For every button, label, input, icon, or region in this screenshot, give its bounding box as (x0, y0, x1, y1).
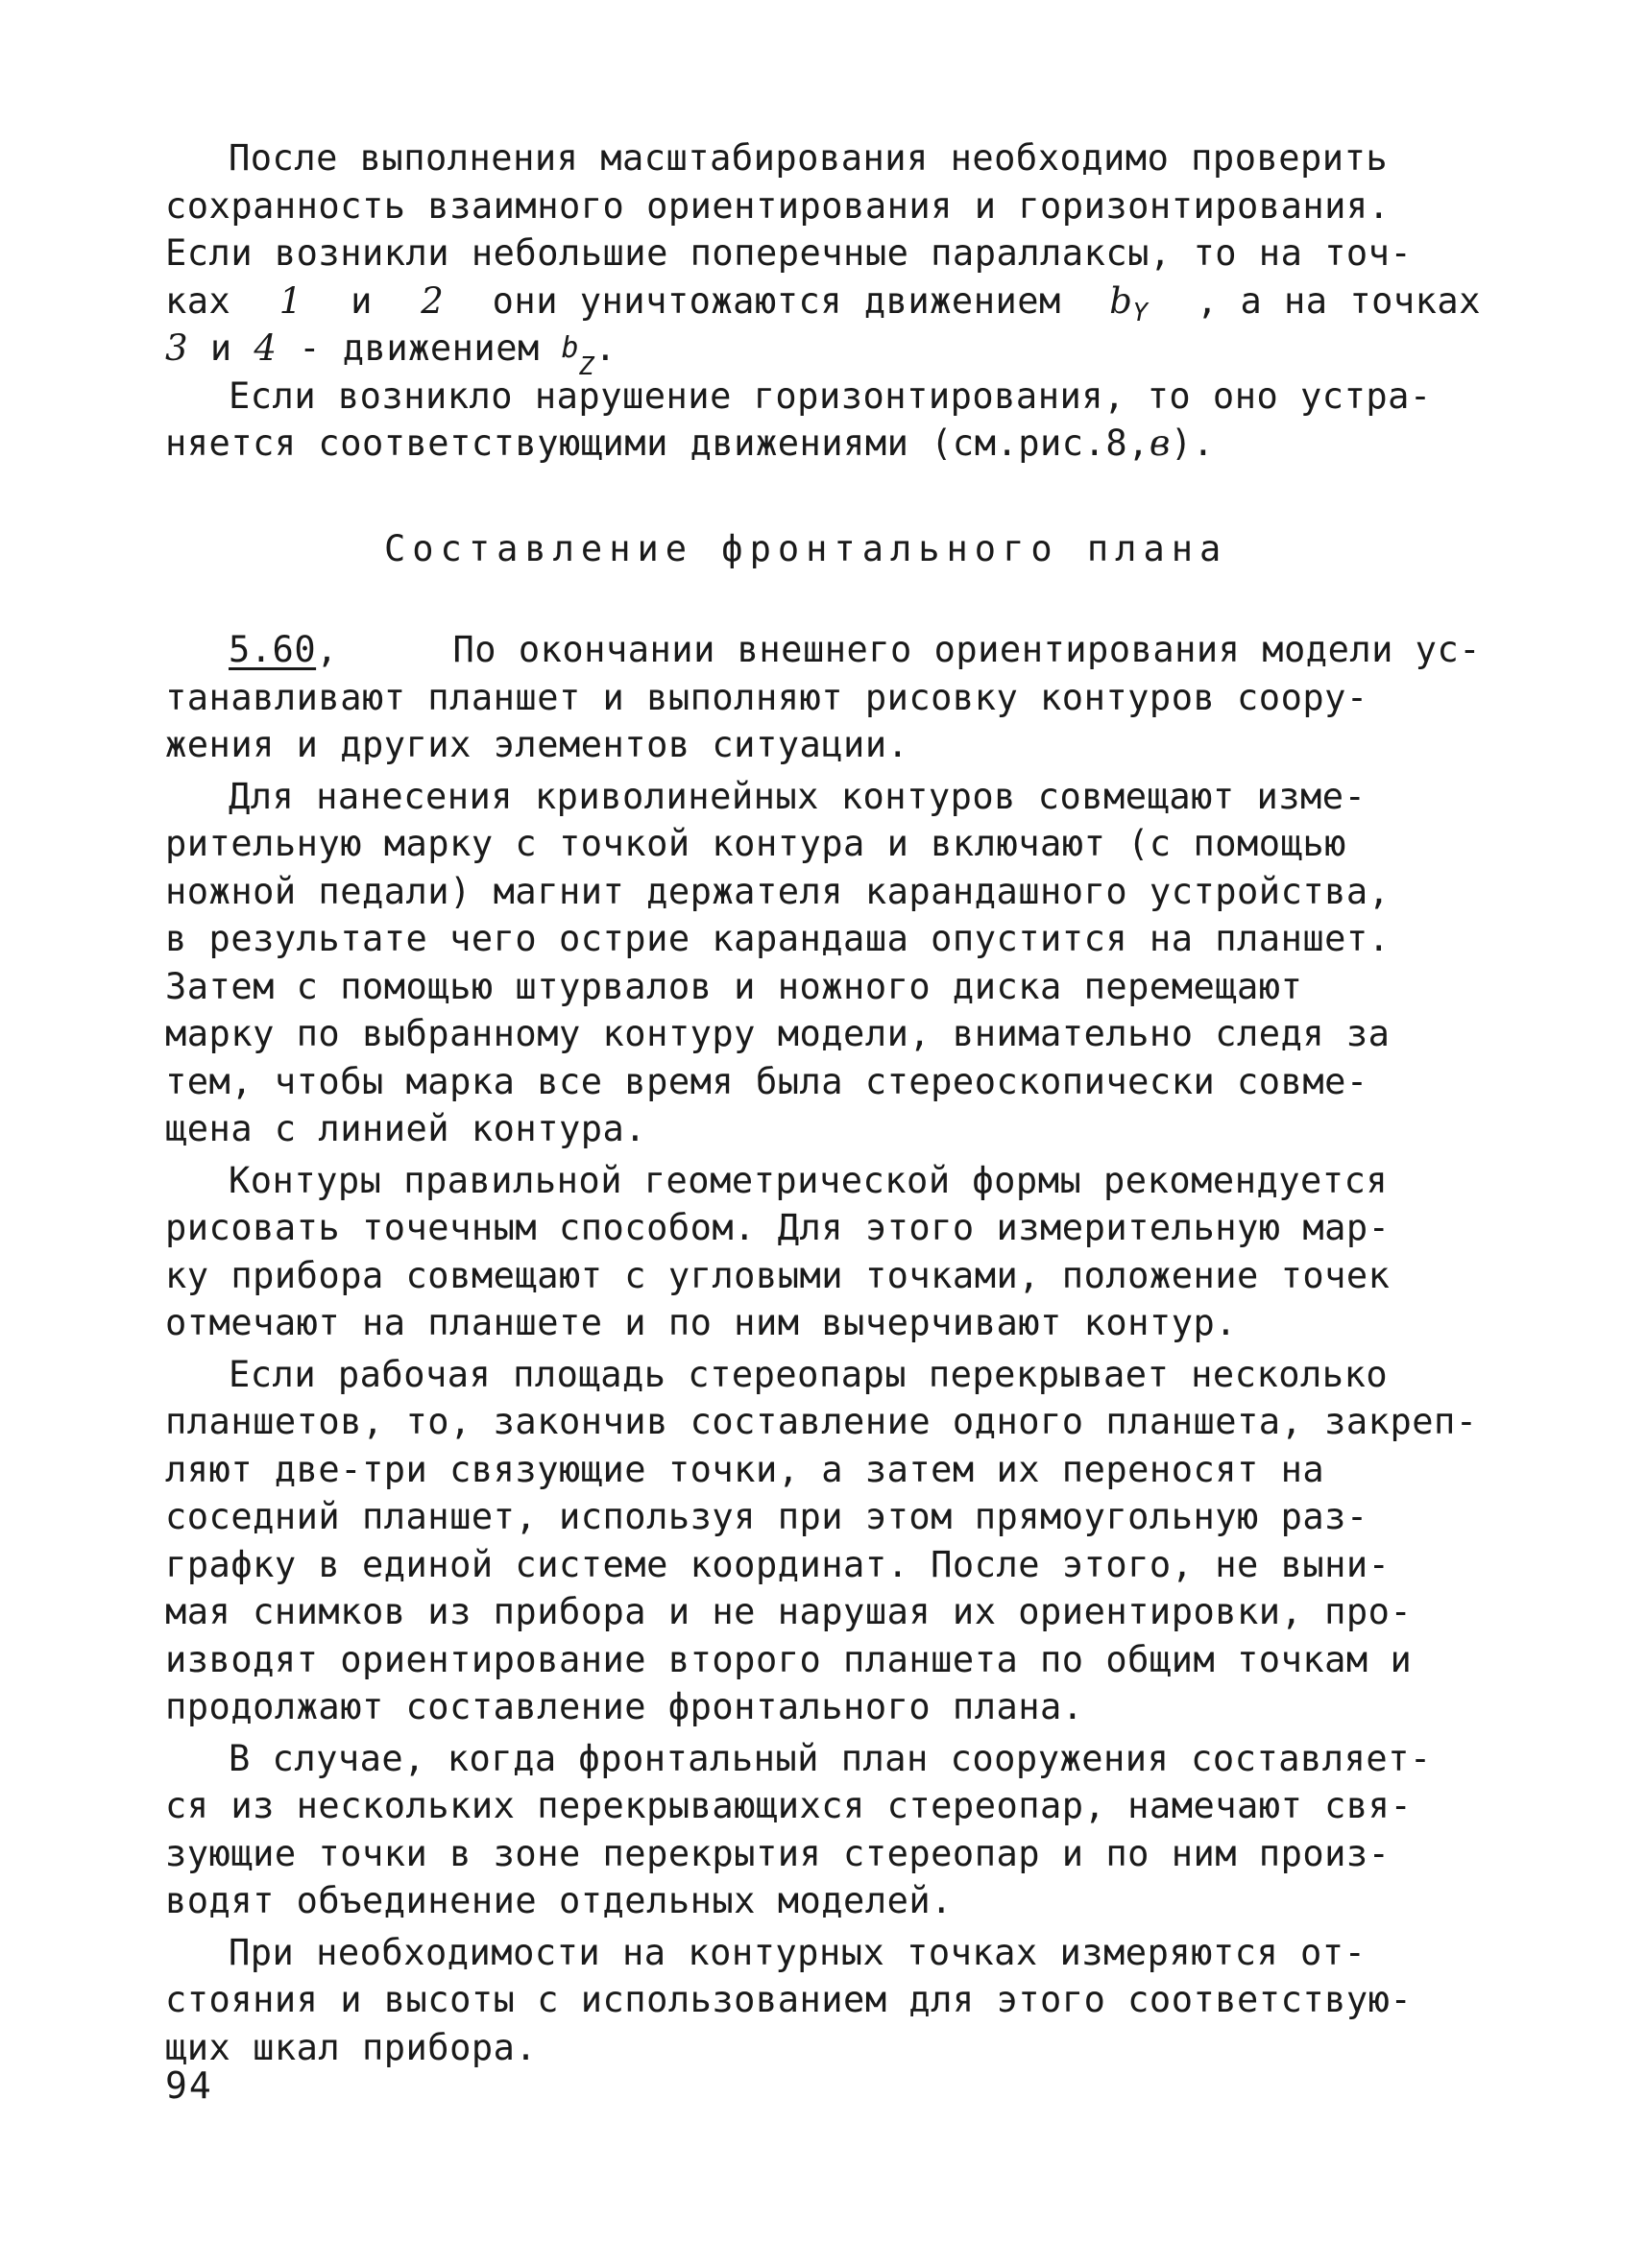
text-line: танавливают планшет и выполняют рисовку контуров соору- (165, 676, 1368, 718)
text-line: водят объединение отдельных моделей. (165, 1880, 953, 1921)
point-number: 4 (254, 327, 278, 369)
text-fragment: они уничтожаются движением (492, 279, 1061, 322)
text-fragment: - движением (299, 327, 540, 369)
text-line: щих шкал прибора. (165, 2026, 538, 2068)
text-fragment: и (209, 327, 232, 369)
text-line: жения и других элементов ситуации. (165, 724, 909, 765)
text-fragment: ках (165, 279, 231, 322)
text-line: Для нанесения криволинейных контуров совмещают изме- (229, 775, 1367, 817)
text-line: в результате чего острие карандаша опустится на планшет. (165, 918, 1391, 959)
text-line: ножной педали) магнит держателя карандашного устройства, (165, 870, 1391, 912)
text-line: При необходимости на контурных точках измеряются от- (229, 1931, 1367, 1973)
text-line: щена с линией контура. (165, 1108, 647, 1149)
math-symbol-by: $b_Y$ (1109, 279, 1149, 327)
text-line: отмечают на планшете и по ним вычерчивают контур. (165, 1302, 1238, 1343)
text-line: Если возникли небольшие поперечные параллаксы, то на точ- (165, 232, 1413, 274)
text-line: сохранность взаимного ориентирования и горизонтирования. (165, 184, 1391, 227)
text-line: После выполнения масштабирования необходимо проверить (229, 137, 1389, 179)
text-line: Контуры правильной геометрической формы рекомендуется (229, 1159, 1389, 1201)
text-line: В случае, когда фронтальный план сооружения составляет- (229, 1737, 1432, 1779)
text-line: графку в единой системе координат. После этого, не выни- (165, 1543, 1391, 1585)
text-line: ку прибора совмещают с угловыми точками, положение точек (165, 1254, 1391, 1296)
text-fragment: няется соответствующими движениями (см.рис.8, (165, 422, 1150, 464)
text-line (165, 626, 1481, 674)
point-number: 3 (165, 327, 189, 369)
text-line: зующие точки в зоне перекрытия стереопар и по ним произ- (165, 1832, 1391, 1874)
figure-ref: в (1149, 422, 1171, 464)
text-line: Если рабочая площадь стереопары перекрывает несколько (229, 1353, 1389, 1395)
text-line: изводят ориентирование второго планшета по общим точкам и (165, 1638, 1413, 1680)
text-line (165, 325, 1481, 381)
text-line (165, 277, 1481, 326)
text-line: мая снимков из прибора и не нарушая их ориентировки, про- (165, 1591, 1413, 1632)
text-fragment: . (594, 327, 617, 369)
page-body (165, 134, 1481, 2071)
text-line: ся из нескольких перекрывающихся стереопар, намечают свя- (165, 1785, 1413, 1826)
text-fragment: и (351, 279, 373, 322)
text-line: соседний планшет, используя при этом прямоугольную раз- (165, 1496, 1368, 1537)
text-line: Если возникло нарушение горизонтирования, то оно устра- (229, 374, 1432, 417)
text-line: Затем с помощью штурвалов и ножного диска перемещают (165, 965, 1303, 1007)
text-line: планшетов, то, закончив составление одного планшета, закреп- (165, 1401, 1478, 1442)
section-heading: Составление фронтального плана (384, 527, 1228, 569)
text-line: продолжают составление фронтального плана. (165, 1686, 1084, 1727)
point-number: 1 (278, 279, 303, 322)
paragraph-number: 5.60, (229, 629, 338, 670)
page-number: 94 (165, 2064, 213, 2107)
text-line (165, 420, 1481, 468)
text-line: тем, чтобы марка все время была стереоскопически совме- (165, 1060, 1368, 1102)
math-symbol-bz: $^b_Z$ (561, 331, 595, 381)
text-line: стояния и высоты с использованием для этого соответствую- (165, 1979, 1413, 2020)
text-line: марку по выбранному контуру модели, внимательно следя за (165, 1013, 1391, 1054)
text-fragment: ). (1170, 422, 1215, 464)
text-line: рительную марку с точкой контура и включают (с помощью (165, 823, 1346, 864)
text-fragment: По окончании внешнего ориентирования модели ус- (452, 629, 1481, 670)
text-line: рисовать точечным способом. Для этого измерительную мар- (165, 1207, 1391, 1248)
point-number: 2 (421, 279, 445, 322)
text-line: ляют две-три связующие точки, а затем их переносят на (165, 1448, 1325, 1490)
text-fragment: , а на точках (1196, 279, 1481, 322)
